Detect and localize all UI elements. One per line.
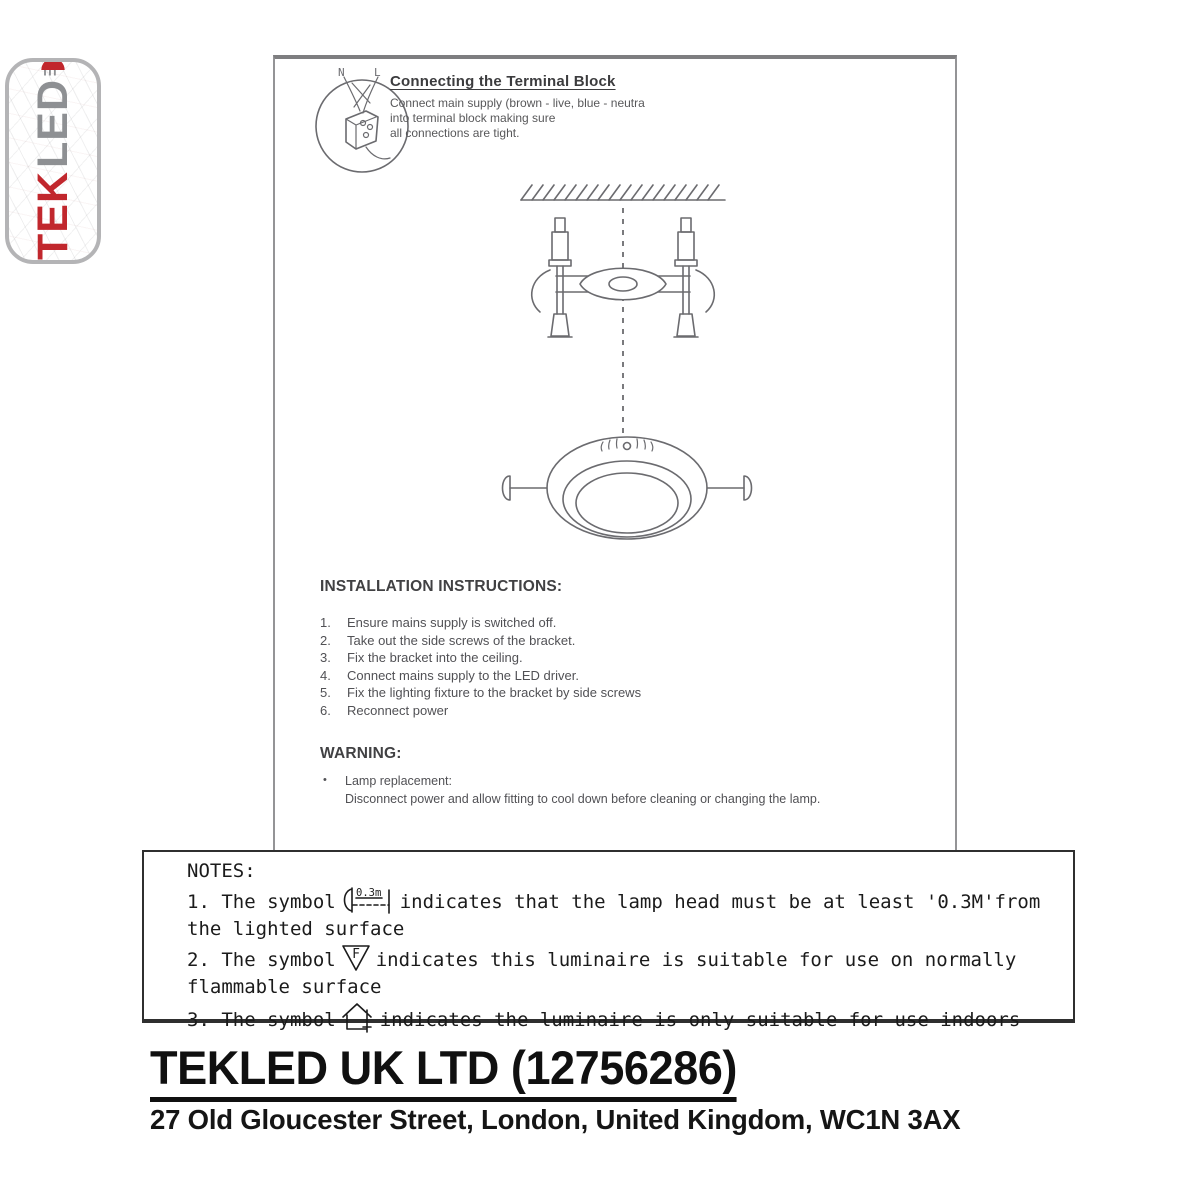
logo-tek-label: TEK	[28, 171, 77, 260]
svg-text:L: L	[374, 66, 381, 79]
note-line-1: 1. The symbol 0.3m indicates that the lamp head must be at least '0.3M'from	[187, 887, 1041, 913]
installation-steps	[320, 614, 641, 719]
installation-step: 1. Ensure mains supply is switched off.	[320, 615, 557, 630]
fixture-screw-left	[503, 476, 548, 500]
installation-step: 6. Reconnect power	[320, 702, 449, 718]
led-diode-icon	[30, 62, 76, 78]
terminal-text-line: all connections are tight.	[390, 126, 520, 140]
warning-item: • Lamp replacement:	[323, 774, 453, 788]
bullet-icon: •	[323, 774, 327, 786]
note-line-5: 3. The symbol indicates the luminaire is only suitable for use indoors	[187, 1001, 1073, 1034]
tekled-logo-text	[9, 62, 97, 260]
installation-step: 4. Connect mains supply to the LED driver.	[320, 667, 579, 683]
mounting-diagram	[496, 180, 806, 560]
tekled-logo	[5, 58, 101, 264]
ceiling-hatch	[521, 185, 725, 200]
bracket-screw-right	[674, 218, 714, 337]
installation-title: INSTALLATION INSTRUCTIONS:	[320, 578, 563, 595]
installation-step: 5. Fix the lighting fixture to the bracket by side screws	[320, 685, 642, 700]
svg-text:N: N	[338, 66, 345, 79]
note-line-4: flammable surface	[187, 976, 382, 998]
terminal-section-text	[390, 96, 645, 141]
terminal-text-line: Connect main supply (brown - live, blue - neutra	[390, 96, 645, 110]
indoor-use-icon	[339, 1001, 377, 1033]
terminal-section-title: Connecting the Terminal Block	[390, 73, 616, 90]
notes-title: NOTES:	[187, 860, 256, 882]
company-address: 27 Old Gloucester Street, London, United Kingdom, WC1N 3AX	[150, 1104, 961, 1135]
svg-text:0.3m: 0.3m	[355, 887, 382, 899]
instruction-sheet	[273, 55, 957, 854]
warning-title: WARNING:	[320, 745, 402, 762]
terminal-text-line: into terminal block making sure	[390, 111, 556, 125]
installation-step: 3. Fix the bracket into the ceiling.	[320, 650, 523, 665]
svg-text:F: F	[351, 947, 360, 962]
fixture-screw-right	[707, 476, 752, 500]
installation-step: 2. Take out the side screws of the bracket.	[320, 632, 576, 648]
notes-box	[142, 850, 1075, 1031]
company-name: TEKLED UK LTD (12756286)	[150, 1040, 737, 1102]
logo-led-label: LED	[28, 79, 77, 168]
flammable-surface-icon	[339, 943, 373, 973]
note-line-2: the lighted surface	[187, 918, 405, 940]
bracket-screw-left	[532, 218, 572, 337]
min-distance-icon	[339, 885, 397, 915]
fixture-drawing	[503, 437, 752, 539]
note-line-3: 2. The symbol F indicates this luminaire is suitable for use on normally	[187, 943, 1073, 974]
warning-detail: Disconnect power and allow fitting to cool down before cleaning or changing the lamp.	[345, 792, 821, 806]
